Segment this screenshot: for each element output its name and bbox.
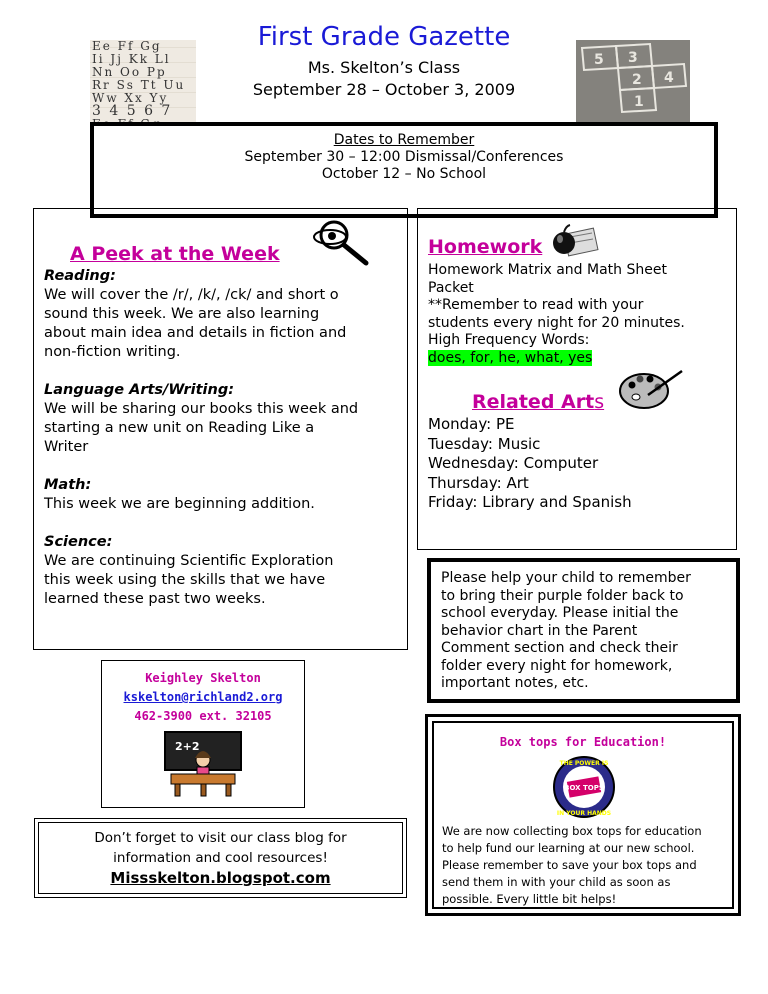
science-text-line: learned these past two weeks. [44, 591, 266, 607]
teacher-name: Keighley Skelton [145, 671, 261, 685]
folder-note-line: behavior chart in the Parent [441, 622, 638, 639]
related-arts-day: Tuesday: Music [428, 434, 541, 453]
hopscotch-digit: 3 [628, 50, 638, 66]
homework-line: Homework Matrix and Math Sheet [428, 262, 667, 278]
blog-line: information and cool resources! [113, 850, 328, 866]
class-blog-box [34, 818, 407, 898]
box-tops-logo-icon [548, 755, 620, 819]
math-text-line: This week we are beginning addition. [44, 496, 315, 512]
date-range: September 28 – October 3, 2009 [252, 80, 516, 99]
dates-heading: Dates to Remember [333, 132, 475, 148]
folder-note-line: to bring their purple folder back to [441, 587, 684, 604]
reading-title: Reading: [44, 268, 116, 284]
letters-row: Rr Ss Tt Uu [92, 78, 186, 92]
box-tops-logo-center: BOX TOPS [564, 784, 604, 792]
hopscotch-drawing [576, 40, 690, 122]
box-tops-line: possible. Every little bit helps! [442, 892, 617, 906]
box-tops-line: We are now collecting box tops for education [442, 824, 702, 838]
letters-row: 3 4 5 6 7 [92, 103, 173, 119]
reading-text-line: We will cover the /r/, /k/, /ck/ and short o [44, 287, 339, 303]
folder-note-line: Please help your child to remember [441, 570, 691, 586]
homework-body [428, 262, 733, 367]
magnifying-glass-icon [310, 213, 372, 267]
related-arts-day: Monday: PE [428, 415, 515, 433]
class-name: Ms. Skelton’s Class [307, 58, 461, 77]
related-arts-schedule [428, 415, 632, 513]
letters-row: Ii Jj Kk Ll [92, 52, 171, 66]
science-title: Science: [44, 534, 113, 550]
related-arts-heading-tail: s [594, 391, 605, 413]
reading-text-line: non-fiction writing. [44, 344, 181, 360]
high-frequency-words: does, for, he, what, yes [428, 349, 593, 366]
letters-row: Ee Ff Gg [92, 39, 162, 53]
language-arts-title: Language Arts/Writing: [44, 382, 234, 398]
hopscotch-digit: 1 [634, 94, 644, 110]
box-tops-box [425, 714, 741, 916]
folder-note-line: Comment section and check their [441, 640, 678, 656]
purple-folder-note [427, 558, 740, 703]
folder-note-line: folder every night for homework, [441, 657, 673, 674]
apple-books-icon [548, 219, 598, 259]
language-arts-text-line: Writer [44, 439, 89, 455]
date-item: October 12 – No School [321, 166, 487, 182]
folder-note-text [441, 570, 731, 693]
teacher-contact-card [101, 660, 305, 808]
chalkboard-text: 2+2 [175, 740, 200, 753]
hopscotch-digit: 4 [664, 70, 674, 86]
box-tops-heading: Box tops for Education! [499, 735, 667, 749]
peek-heading: A Peek at the Week [70, 243, 280, 265]
science-text-line: We are continuing Scientific Exploration [44, 553, 334, 569]
language-arts-text-line: We will be sharing our books this week and [44, 401, 359, 417]
peek-at-week-box [33, 208, 408, 650]
homework-line: Packet [428, 279, 474, 296]
related-arts-day: Wednesday: Computer [428, 454, 599, 472]
teacher-phone: 462-3900 ext. 32105 [134, 709, 272, 723]
letters-row: Nn Oo Pp [92, 65, 167, 79]
related-arts-day: Friday: Library and Spanish [428, 493, 632, 511]
homework-line: **Remember to read with your [428, 297, 644, 313]
box-tops-logo-bottom: IN YOUR HANDS [556, 810, 612, 817]
box-tops-text [442, 823, 732, 908]
math-title: Math: [44, 477, 92, 493]
box-tops-line: send them in with your child as soon as [442, 875, 671, 889]
homework-box [417, 208, 737, 550]
reading-text-line: about main idea and details in fiction and [44, 325, 347, 341]
newsletter-title: First Grade Gazette [257, 22, 511, 52]
dates-to-remember-box [90, 122, 718, 218]
related-arts-heading-text: Related Art [472, 391, 595, 413]
letters-row: Ww Xx Yy [92, 91, 169, 105]
hopscotch-digit: 2 [632, 72, 642, 88]
science-text-line: this week using the skills that we have [44, 572, 326, 588]
folder-note-line: school everyday. Please initial the [441, 605, 679, 621]
box-tops-inner [432, 721, 734, 909]
homework-line: students every night for 20 minutes. [428, 314, 685, 331]
date-item: September 30 – 12:00 Dismissal/Conferences [244, 149, 564, 165]
homework-heading: Homework [428, 236, 543, 258]
teacher-email-link[interactable]: kskelton@richland2.org [123, 690, 283, 704]
folder-note-line: important notes, etc. [441, 675, 589, 691]
reading-text-line: sound this week. We are also learning [44, 306, 320, 322]
language-arts-text-line: starting a new unit on Reading Like a [44, 420, 315, 436]
hopscotch-image [576, 40, 690, 122]
blog-url-link[interactable]: Missskelton.blogspot.com [110, 869, 331, 887]
related-arts-heading [472, 391, 605, 413]
peek-body [44, 267, 404, 609]
paint-palette-icon [618, 365, 684, 411]
box-tops-line: to help fund our learning at our new school. [442, 841, 695, 855]
hopscotch-digit: 5 [594, 52, 604, 68]
alphabet-letters-image [90, 40, 196, 122]
homework-line: High Frequency Words: [428, 332, 590, 348]
related-arts-day: Thursday: Art [428, 473, 529, 492]
blog-line: Don’t forget to visit our class blog for [94, 830, 347, 846]
class-blog-inner [38, 822, 403, 894]
teacher-chalkboard-icon [161, 730, 245, 798]
box-tops-logo-top: THE POWER IS [559, 760, 609, 767]
box-tops-line: Please remember to save your box tops and [442, 858, 697, 872]
